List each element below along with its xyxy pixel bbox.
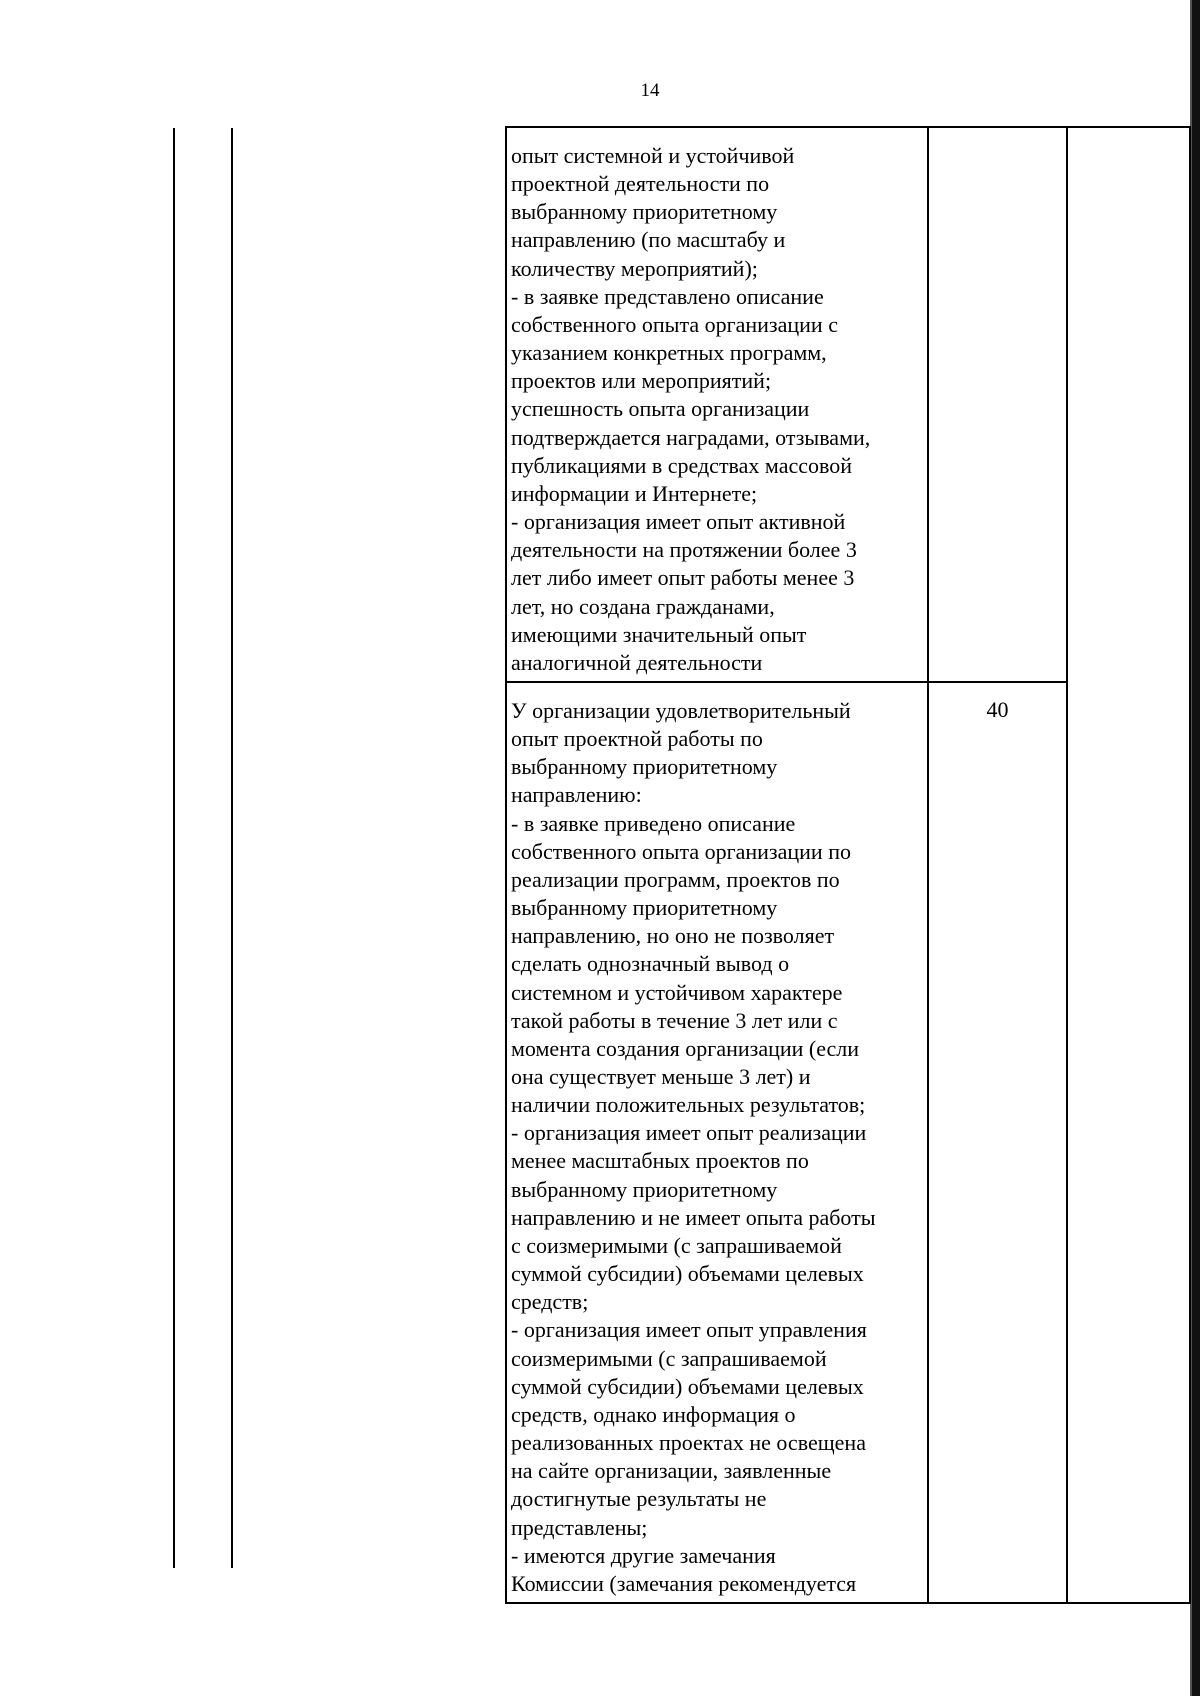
- text-line: выбранному приоритетному: [511, 895, 778, 921]
- left-column-divider: [231, 128, 233, 1568]
- criteria-table: [505, 126, 1191, 1604]
- text-line: деятельности на протяжении более 3: [511, 537, 857, 563]
- text-line: такой работы в течение 3 лет или с: [511, 1007, 838, 1033]
- text-line: представлены;: [511, 1514, 648, 1540]
- text-line: достигнутые результаты не: [511, 1486, 767, 1512]
- text-line: выбранному приоритетному: [511, 199, 778, 225]
- text-line: подтверждается наградами, отзывами,: [511, 424, 871, 450]
- text-line: направлению:: [511, 782, 642, 808]
- page-number: 14: [640, 80, 660, 101]
- criterion-description: [506, 127, 928, 682]
- text-line: - организация имеет опыт управления: [511, 1317, 867, 1343]
- text-line: указанием конкретных программ,: [511, 340, 827, 366]
- left-table-border: [173, 128, 175, 1568]
- text-line: системном и устойчивом характере: [511, 979, 843, 1005]
- text-line: успешность опыта организации: [511, 396, 810, 422]
- text-line: направлению (по масштабу и: [511, 227, 786, 253]
- text-line: лет либо имеет опыт работы менее 3: [511, 565, 855, 591]
- text-line: проектной деятельности по: [511, 171, 770, 197]
- text-line: выбранному приоритетному: [511, 754, 778, 780]
- criterion-description: [506, 682, 928, 1603]
- text-line: соизмеримыми (с запрашиваемой: [511, 1345, 827, 1371]
- empty-cell: [1067, 127, 1190, 1603]
- text-line: момента создания организации (если: [511, 1035, 860, 1061]
- text-line: средств;: [511, 1289, 589, 1315]
- text-line: - имеются другие замечания: [511, 1542, 776, 1568]
- text-line: лет, но создана гражданами,: [511, 593, 775, 619]
- scan-edge-border: [1192, 0, 1200, 1696]
- text-line: Комиссии (замечания рекомендуется: [511, 1570, 857, 1596]
- text-line: проектов или мероприятий;: [511, 368, 772, 394]
- text-line: суммой субсидии) объемами целевых: [511, 1261, 864, 1287]
- text-line: У организации удовлетворительный: [511, 697, 851, 723]
- text-line: с соизмеримыми (с запрашиваемой: [511, 1232, 842, 1258]
- text-line: менее масштабных проектов по: [511, 1148, 809, 1174]
- text-line: аналогичной деятельности: [511, 649, 763, 675]
- text-line: средств, однако информация о: [511, 1401, 796, 1427]
- text-line: реализации программ, проектов по: [511, 866, 840, 892]
- text-line: наличии положительных результатов;: [511, 1092, 866, 1118]
- text-line: - организация имеет опыт реализации: [511, 1120, 867, 1146]
- text-line: собственного опыта организации с: [511, 311, 838, 337]
- text-line: опыт системной и устойчивой: [511, 143, 795, 168]
- text-line: выбранному приоритетному: [511, 1176, 778, 1202]
- text-line: направлению и не имеет опыта работы: [511, 1204, 876, 1230]
- text-line: суммой субсидии) объемами целевых: [511, 1373, 864, 1399]
- text-line: - организация имеет опыт активной: [511, 509, 846, 535]
- text-line: - в заявке представлено описание: [511, 283, 824, 309]
- text-line: реализованных проектах не освещена: [511, 1430, 866, 1456]
- table-row: [506, 127, 1190, 682]
- text-line: сделать однозначный вывод о: [511, 951, 790, 977]
- text-line: количеству мероприятий);: [511, 255, 758, 281]
- criterion-score: [928, 127, 1067, 682]
- text-line: собственного опыта организации по: [511, 838, 851, 864]
- text-line: опыт проектной работы по: [511, 726, 763, 752]
- text-line: на сайте организации, заявленные: [511, 1458, 832, 1484]
- text-line: направлению, но оно не позволяет: [511, 923, 835, 949]
- text-line: имеющими значительный опыт: [511, 621, 807, 647]
- text-line: - в заявке приведено описание: [511, 810, 796, 836]
- text-line: публикациями в средствах массовой: [511, 452, 852, 478]
- text-line: информации и Интернете;: [511, 480, 758, 506]
- criterion-score: 40: [928, 682, 1067, 1603]
- text-line: она существует меньше 3 лет) и: [511, 1064, 811, 1089]
